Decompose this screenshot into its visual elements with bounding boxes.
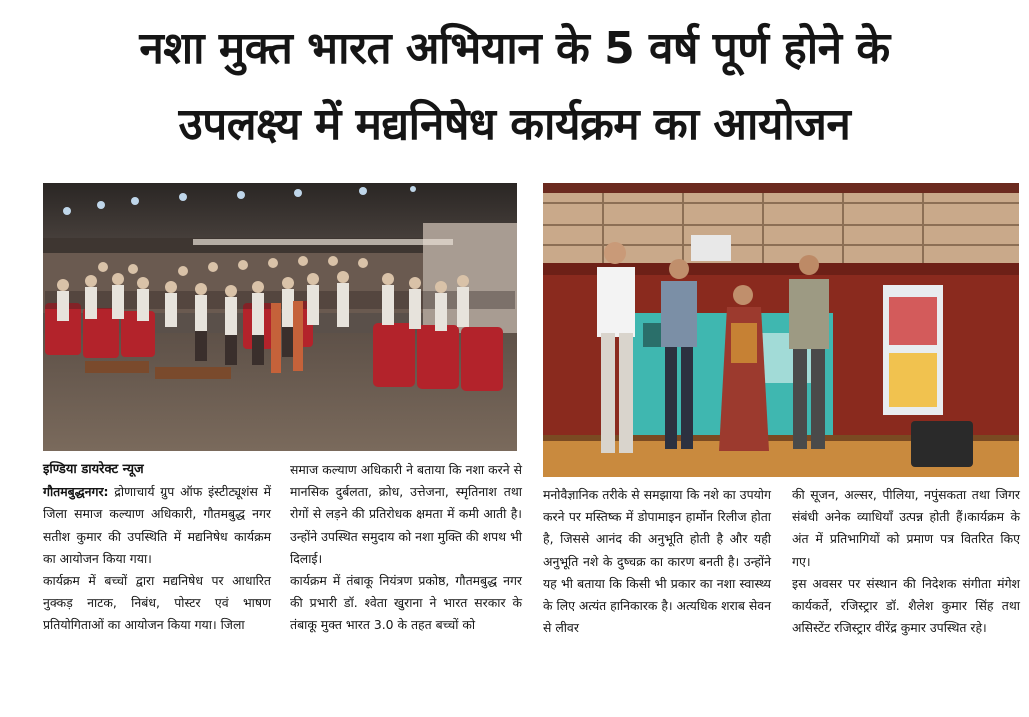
stage-speaker	[911, 421, 973, 467]
article-column-3	[543, 484, 771, 639]
projector-icon	[691, 235, 731, 261]
audience-illustration	[43, 183, 517, 451]
article-column-4	[792, 484, 1020, 639]
stage-felicitation-photo	[543, 183, 1019, 477]
dateline: गौतमबुद्धनगर:	[43, 484, 109, 500]
paragraph-1-text: द्रोणाचार्य ग्रुप ऑफ इंस्टीट्यूशंस में जिला समाज कल्याण अधिकारी, गौतमबुद्ध नगर सतीश कुमार की उपस्थिति में मद्यनिषेध कार्यक्रम का आयोजन किया गया।	[43, 484, 271, 566]
article-column-2	[290, 459, 522, 637]
headline-line-2: उपलक्ष्य में मद्यनिषेध कार्यक्रम का आयोजन	[178, 99, 851, 150]
article-paragraph-6: की सूजन, अल्सर, पीलिया, नपुंसकता तथा जिगर संबंधी अनेक व्याधियाँ उत्पन्न होती हैं।कार्यक्रम के अंत में प्रतिभागियों को प्रमाण पत्र वितरित किए गए।	[792, 487, 1020, 569]
article-paragraph-4: कार्यक्रम में तंबाकू नियंत्रण प्रकोष्ठ, गौतमबुद्ध नगर की प्रभारी डॉ. श्वेता खुराना ने भारत सरकार के तंबाकू मुक्त भारत 3.0 के तहत बच्चों को	[290, 573, 522, 633]
byline: इण्डिया डायरेक्ट न्यूज	[43, 462, 144, 477]
article-column-1	[43, 459, 271, 637]
article-paragraph-5: मनोवैज्ञानिक तरीके से समझाया कि नशे का उपयोग करने पर मस्तिष्क में डोपामाइन हार्मोन रिलीज होता है, जिससे आनंद की अनुभूति होती है और यही अनुभूति नशे के दुष्चक्र का कारण बनती है। उन्होंने यह भी बताया कि किसी भी प्रकार का नशा स्वास्थ्य के लिए अत्यंत हानिकारक है। अत्यधिक शराब सेवन से लीवर	[543, 487, 771, 636]
headline-line-1: नशा मुक्त भारत अभियान के 5 वर्ष पूर्ण होने के	[139, 23, 890, 74]
stage-illustration	[543, 183, 1019, 477]
auditorium-audience-photo	[43, 183, 517, 451]
article-paragraph-3: समाज कल्याण अधिकारी ने बताया कि नशा करने से मानसिक दुर्बलता, क्रोध, उत्तेजना, स्मृतिनाश तथा रोगों से लड़ने की प्रतिरोधक क्षमता में कमी आती है। उन्होंने उपस्थित समुदाय को नशा मुक्ति की शपथ भी दिलाई।	[290, 462, 522, 566]
article-paragraph-7: इस अवसर पर संस्थान की निदेशक संगीता मंगेश कार्यकर्ते, रजिस्ट्रार डॉ. शैलेश कुमार सिंह तथा असिस्टेंट रजिस्ट्रार वीरेंद्र कुमार उपस्थित रहे।	[792, 575, 1020, 636]
article-paragraph-1	[43, 481, 271, 570]
article-paragraph-2: कार्यक्रम में बच्चों द्वारा मद्यनिषेध पर आधारित नुक्कड़ नाटक, निबंध, पोस्टर एवं भाषण प्रतियोगिताओं का आयोजन किया गया। जिला	[43, 573, 271, 633]
